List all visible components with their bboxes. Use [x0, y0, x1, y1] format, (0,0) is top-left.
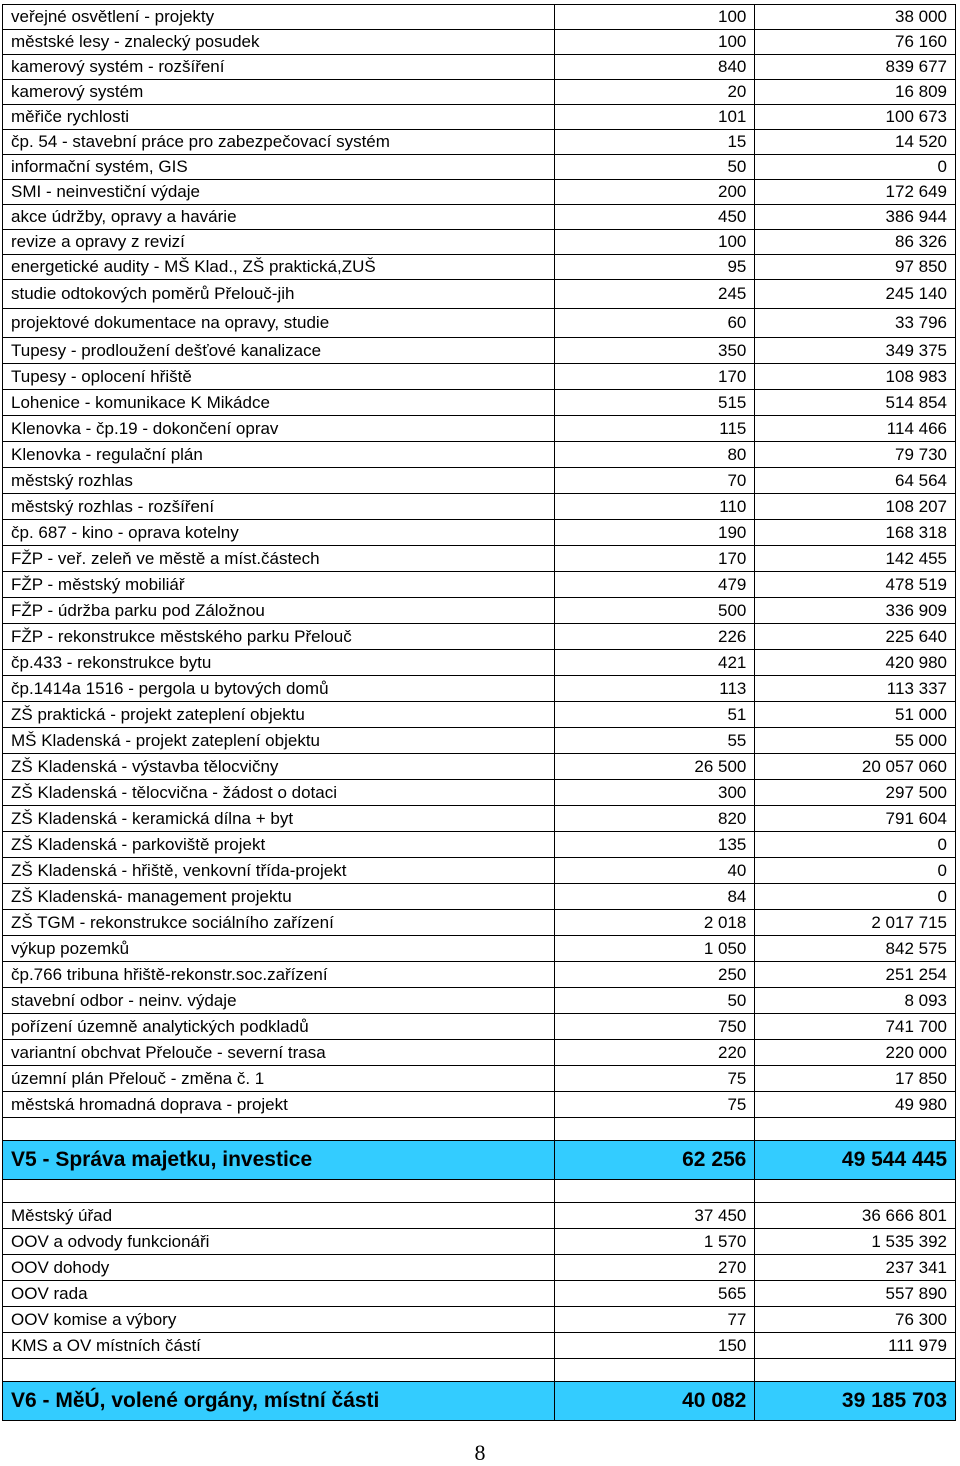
table-row: [3, 130, 956, 155]
row-label: OOV rada: [3, 1281, 555, 1307]
row-actual: 97 850: [755, 255, 956, 280]
row-actual: 76 300: [755, 1307, 956, 1333]
table-row: [3, 1014, 956, 1040]
row-budget: 840: [554, 55, 755, 80]
table-row: [3, 1066, 956, 1092]
row-budget: 95: [554, 255, 755, 280]
blank-row: [3, 1359, 956, 1382]
row-actual: 237 341: [755, 1255, 956, 1281]
row-label: čp. 687 - kino - oprava kotelny: [3, 520, 555, 546]
table-row: [3, 180, 956, 205]
row-budget: 2 018: [554, 910, 755, 936]
table-row: [3, 806, 956, 832]
row-actual: 220 000: [755, 1040, 956, 1066]
table-row: [3, 1307, 956, 1333]
table-row: [3, 1229, 956, 1255]
row-budget: 55: [554, 728, 755, 754]
row-label: FŽP - údržba parku pod Záložnou: [3, 598, 555, 624]
row-label: informační systém, GIS: [3, 155, 555, 180]
row-actual: 100 673: [755, 105, 956, 130]
row-actual: 557 890: [755, 1281, 956, 1307]
row-label: Klenovka - regulační plán: [3, 442, 555, 468]
row-label: ZŠ Kladenská - hřiště, venkovní třída-projekt: [3, 858, 555, 884]
row-budget: 200: [554, 180, 755, 205]
empty-cell: [755, 1180, 956, 1203]
row-label: SMI - neinvestiční výdaje: [3, 180, 555, 205]
row-label: projektové dokumentace na opravy, studie: [3, 309, 555, 338]
row-budget: 1 050: [554, 936, 755, 962]
row-budget: 26 500: [554, 754, 755, 780]
table-row: [3, 962, 956, 988]
row-budget: 421: [554, 650, 755, 676]
table-row: [3, 280, 956, 309]
row-actual: 108 983: [755, 364, 956, 390]
table-row: [3, 338, 956, 364]
empty-cell: [554, 1180, 755, 1203]
table-row: [3, 702, 956, 728]
table-row: [3, 520, 956, 546]
table-row: [3, 1203, 956, 1229]
row-label: revize a opravy z revizí: [3, 230, 555, 255]
section-total-row-v5: [3, 1141, 956, 1180]
row-budget: 75: [554, 1066, 755, 1092]
table-row: [3, 230, 956, 255]
table-row: [3, 1281, 956, 1307]
row-label: ZŠ praktická - projekt zateplení objektu: [3, 702, 555, 728]
table-row: [3, 5, 956, 30]
row-budget: 270: [554, 1255, 755, 1281]
row-actual: 76 160: [755, 30, 956, 55]
row-label: MŠ Kladenská - projekt zateplení objektu: [3, 728, 555, 754]
row-label: studie odtokových poměrů Přelouč-jih: [3, 280, 555, 309]
row-actual: 16 809: [755, 80, 956, 105]
row-budget: 51: [554, 702, 755, 728]
row-label: čp.433 - rekonstrukce bytu: [3, 650, 555, 676]
row-budget: 190: [554, 520, 755, 546]
row-label: variantní obchvat Přelouče - severní trasa: [3, 1040, 555, 1066]
row-budget: 62 256: [554, 1141, 755, 1180]
row-actual: 386 944: [755, 205, 956, 230]
row-budget: 75: [554, 1092, 755, 1118]
row-label: OOV komise a výbory: [3, 1307, 555, 1333]
row-label: ZŠ Kladenská - výstavba tělocvičny: [3, 754, 555, 780]
table-row: [3, 1255, 956, 1281]
row-budget: 84: [554, 884, 755, 910]
row-actual: 79 730: [755, 442, 956, 468]
row-label: výkup pozemků: [3, 936, 555, 962]
empty-cell: [3, 1118, 555, 1141]
table-row: [3, 1040, 956, 1066]
row-budget: 50: [554, 155, 755, 180]
row-budget: 1 570: [554, 1229, 755, 1255]
row-budget: 515: [554, 390, 755, 416]
row-label: kamerový systém: [3, 80, 555, 105]
row-label: kamerový systém - rozšíření: [3, 55, 555, 80]
row-label: veřejné osvětlení - projekty: [3, 5, 555, 30]
row-budget: 479: [554, 572, 755, 598]
table-row: [3, 105, 956, 130]
section-total-row-v6: [3, 1382, 956, 1421]
row-actual: 114 466: [755, 416, 956, 442]
blank-row: [3, 1180, 956, 1203]
row-budget: 350: [554, 338, 755, 364]
table-row: [3, 780, 956, 806]
row-budget: 170: [554, 546, 755, 572]
row-actual: 8 093: [755, 988, 956, 1014]
row-actual: 514 854: [755, 390, 956, 416]
row-label: Tupesy - oplocení hřiště: [3, 364, 555, 390]
row-label: ZŠ Kladenská - keramická dílna + byt: [3, 806, 555, 832]
row-actual: 251 254: [755, 962, 956, 988]
table-row: [3, 936, 956, 962]
row-label: ZŠ Kladenská- management projektu: [3, 884, 555, 910]
row-label: ZŠ TGM - rekonstrukce sociálního zařízení: [3, 910, 555, 936]
row-actual: 336 909: [755, 598, 956, 624]
row-budget: 101: [554, 105, 755, 130]
table-row: [3, 155, 956, 180]
row-actual: 478 519: [755, 572, 956, 598]
row-actual: 225 640: [755, 624, 956, 650]
table-row: [3, 910, 956, 936]
empty-cell: [3, 1180, 555, 1203]
table-row: [3, 546, 956, 572]
table-row: [3, 309, 956, 338]
row-label: Městský úřad: [3, 1203, 555, 1229]
row-actual: 842 575: [755, 936, 956, 962]
row-budget: 20: [554, 80, 755, 105]
row-budget: 170: [554, 364, 755, 390]
table-row: [3, 390, 956, 416]
table-row: [3, 624, 956, 650]
row-budget: 100: [554, 5, 755, 30]
row-budget: 300: [554, 780, 755, 806]
row-actual: 245 140: [755, 280, 956, 309]
table-row: [3, 728, 956, 754]
empty-cell: [3, 1359, 555, 1382]
row-actual: 1 535 392: [755, 1229, 956, 1255]
row-actual: 17 850: [755, 1066, 956, 1092]
row-actual: 108 207: [755, 494, 956, 520]
row-label: FŽP - veř. zeleň ve městě a míst.částech: [3, 546, 555, 572]
table-row: [3, 988, 956, 1014]
page-number: 8: [474, 1440, 486, 1465]
row-label: Tupesy - prodloužení dešťové kanalizace: [3, 338, 555, 364]
empty-cell: [554, 1359, 755, 1382]
table-row: [3, 80, 956, 105]
table-row: [3, 1333, 956, 1359]
row-label: městská hromadná doprava - projekt: [3, 1092, 555, 1118]
row-label: KMS a OV místních částí: [3, 1333, 555, 1359]
row-budget: 40 082: [554, 1382, 755, 1421]
table-row: [3, 494, 956, 520]
empty-cell: [755, 1118, 956, 1141]
row-budget: 220: [554, 1040, 755, 1066]
row-actual: 741 700: [755, 1014, 956, 1040]
row-label: měřiče rychlosti: [3, 105, 555, 130]
row-label: Lohenice - komunikace K Mikádce: [3, 390, 555, 416]
row-budget: 135: [554, 832, 755, 858]
table-row: [3, 884, 956, 910]
table-row: [3, 572, 956, 598]
row-actual: 349 375: [755, 338, 956, 364]
table-row: [3, 598, 956, 624]
row-budget: 100: [554, 230, 755, 255]
row-actual: 839 677: [755, 55, 956, 80]
row-label: V5 - Správa majetku, investice: [3, 1141, 555, 1180]
row-actual: 49 544 445: [755, 1141, 956, 1180]
row-budget: 80: [554, 442, 755, 468]
table-row: [3, 255, 956, 280]
row-actual: 0: [755, 155, 956, 180]
row-actual: 0: [755, 884, 956, 910]
row-actual: 86 326: [755, 230, 956, 255]
row-budget: 77: [554, 1307, 755, 1333]
row-budget: 565: [554, 1281, 755, 1307]
row-actual: 420 980: [755, 650, 956, 676]
row-budget: 150: [554, 1333, 755, 1359]
table-row: [3, 676, 956, 702]
row-budget: 226: [554, 624, 755, 650]
row-actual: 33 796: [755, 309, 956, 338]
row-label: ZŠ Kladenská - tělocvična - žádost o dotaci: [3, 780, 555, 806]
row-actual: 36 666 801: [755, 1203, 956, 1229]
row-budget: 50: [554, 988, 755, 1014]
row-budget: 40: [554, 858, 755, 884]
row-actual: 172 649: [755, 180, 956, 205]
row-actual: 0: [755, 832, 956, 858]
row-label: Klenovka - čp.19 - dokončení oprav: [3, 416, 555, 442]
table-row: [3, 364, 956, 390]
row-label: městský rozhlas: [3, 468, 555, 494]
empty-cell: [554, 1118, 755, 1141]
table-row: [3, 30, 956, 55]
row-budget: 500: [554, 598, 755, 624]
row-actual: 113 337: [755, 676, 956, 702]
row-budget: 113: [554, 676, 755, 702]
row-actual: 20 057 060: [755, 754, 956, 780]
row-label: městské lesy - znalecký posudek: [3, 30, 555, 55]
row-label: čp.766 tribuna hřiště-rekonstr.soc.zařízení: [3, 962, 555, 988]
row-label: OOV a odvody funkcionáři: [3, 1229, 555, 1255]
row-label: stavební odbor - neinv. výdaje: [3, 988, 555, 1014]
row-actual: 168 318: [755, 520, 956, 546]
row-budget: 70: [554, 468, 755, 494]
row-label: pořízení územně analytických podkladů: [3, 1014, 555, 1040]
row-actual: 51 000: [755, 702, 956, 728]
row-budget: 110: [554, 494, 755, 520]
table-row: [3, 205, 956, 230]
row-budget: 250: [554, 962, 755, 988]
row-label: územní plán Přelouč - změna č. 1: [3, 1066, 555, 1092]
table-row: [3, 754, 956, 780]
row-actual: 2 017 715: [755, 910, 956, 936]
row-budget: 115: [554, 416, 755, 442]
row-actual: 791 604: [755, 806, 956, 832]
row-actual: 111 979: [755, 1333, 956, 1359]
row-actual: 0: [755, 858, 956, 884]
row-label: FŽP - městský mobiliář: [3, 572, 555, 598]
row-budget: 37 450: [554, 1203, 755, 1229]
row-budget: 245: [554, 280, 755, 309]
budget-table: [2, 4, 956, 1421]
row-label: ZŠ Kladenská - parkoviště projekt: [3, 832, 555, 858]
row-actual: 38 000: [755, 5, 956, 30]
row-actual: 55 000: [755, 728, 956, 754]
row-actual: 49 980: [755, 1092, 956, 1118]
row-actual: 39 185 703: [755, 1382, 956, 1421]
row-actual: 297 500: [755, 780, 956, 806]
row-label: V6 - MěÚ, volené orgány, místní části: [3, 1382, 555, 1421]
row-budget: 60: [554, 309, 755, 338]
row-label: čp. 54 - stavební práce pro zabezpečovací systém: [3, 130, 555, 155]
row-budget: 100: [554, 30, 755, 55]
table-row: [3, 55, 956, 80]
table-row: [3, 468, 956, 494]
row-label: energetické audity - MŠ Klad., ZŠ praktická,ZUŠ: [3, 255, 555, 280]
row-budget: 750: [554, 1014, 755, 1040]
row-budget: 820: [554, 806, 755, 832]
table-row: [3, 832, 956, 858]
table-row: [3, 858, 956, 884]
row-label: OOV dohody: [3, 1255, 555, 1281]
blank-row: [3, 1118, 956, 1141]
table-row: [3, 442, 956, 468]
row-label: FŽP - rekonstrukce městského parku Přelouč: [3, 624, 555, 650]
row-budget: 15: [554, 130, 755, 155]
row-label: městský rozhlas - rozšíření: [3, 494, 555, 520]
row-actual: 14 520: [755, 130, 956, 155]
table-row: [3, 416, 956, 442]
row-label: akce údržby, opravy a havárie: [3, 205, 555, 230]
row-label: čp.1414a 1516 - pergola u bytových domů: [3, 676, 555, 702]
table-row: [3, 650, 956, 676]
row-actual: 64 564: [755, 468, 956, 494]
row-budget: 450: [554, 205, 755, 230]
table-row: [3, 1092, 956, 1118]
row-actual: 142 455: [755, 546, 956, 572]
empty-cell: [755, 1359, 956, 1382]
